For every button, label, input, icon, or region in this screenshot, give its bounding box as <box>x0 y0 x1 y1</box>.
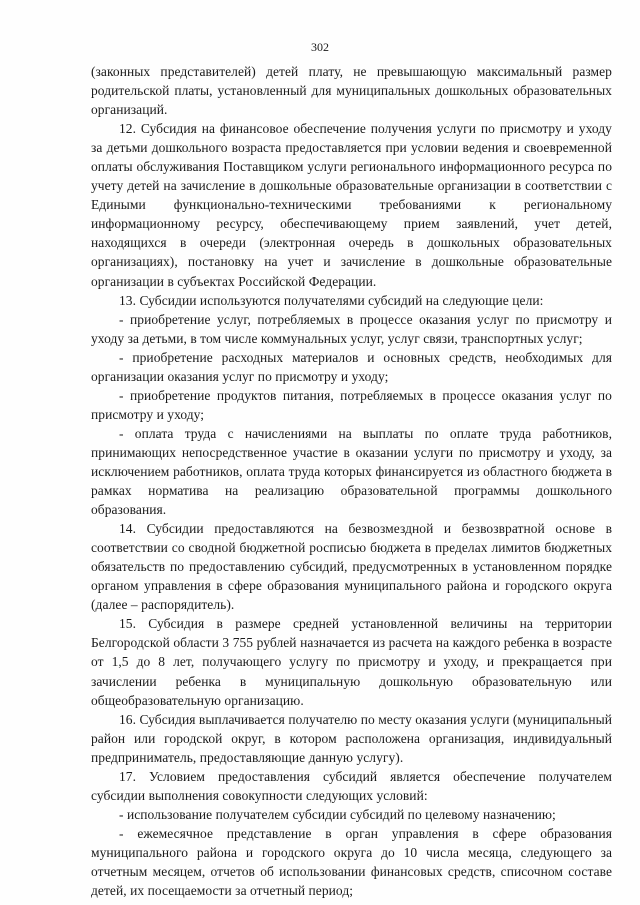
paragraph-continuation: (законных представителей) детей плату, не превышающую максимальный размер родительской платы, установленный для муниципальных дошкольных образовательных организаций. <box>91 64 612 118</box>
paragraph-clause-14: 14. Субсидии предоставляются на безвозмездной и безвозвратной основе в соответствии со сводной бюджетной росписью бюджета в пределах лимитов бюджетных обязательств по предоставлению субсидий, предусмотренных в установленном порядке органом управления в сфере образования муниципального района и городского округа (далее – распорядитель). <box>91 521 612 613</box>
paragraph-clause-13: 13. Субсидии используются получателями субсидий на следующие цели: <box>119 292 544 308</box>
list-item-materials: - приобретение расходных материалов и основных средств, необходимых для организации оказания услуг по присмотру и уходу; <box>91 349 612 384</box>
list-item-food: - приобретение продуктов питания, потребляемых в процессе оказания услуг по присмотру и уходу; <box>91 387 612 422</box>
page-number: 302 <box>311 40 329 54</box>
list-item-monthly-reports: - ежемесячное представление в орган управления в сфере образования муниципального района и городского округа до 10 числа месяца, следующего за отчетным месяцем, отчетов об использовании финансовых средств, списочном составе детей, их посещаемости за отчетный период; <box>91 825 612 899</box>
paragraph-clause-15: 15. Субсидия в размере средней установленной величины на территории Белгородской области 3 755 рублей назначается из расчета на каждого ребенка в возрасте от 1,5 до 8 лет, получающего услугу по присмотру и уходу, и прекращается при зачислении ребенка в муниципальную дошкольную образовательную или общеобразовательную организацию. <box>91 616 612 708</box>
paragraph-clause-12: 12. Субсидия на финансовое обеспечение получения услуги по присмотру и уходу за детьми дошкольного возраста предоставляется при условии ведения и своевременной оплаты обслуживания Поставщиком услуги регионального информационного ресурса по учету детей на зачисление в дошкольные образовательные организации в соответствии с Едиными функционально-техническими требованиями к региональному информационному ресурсу, обеспечивающему прием заявлений, учет детей, находящихся в очереди (электронная очередь в дошкольных образовательных организациях), постановку на учет и зачисление в дошкольные образовательные организации в субъектах Российской Федерации. <box>91 121 612 289</box>
document-body <box>91 62 612 900</box>
paragraph-clause-17: 17. Условием предоставления субсидий является обеспечение получателем субсидии выполнения совокупности следующих условий: <box>91 768 612 803</box>
paragraph-clause-16: 16. Субсидия выплачивается получателю по месту оказания услуги (муниципальный район или городской округ, в котором расположена организация, индивидуальный предприниматель, предоставляющие данную услугу). <box>91 711 612 765</box>
list-item-salaries: - оплата труда с начислениями на выплаты по оплате труда работников, принимающих непосредственное участие в оказании услуги по присмотру и уходу, за исключением работников, оплата труда которых финансируется из областного бюджета в рамках норматива на реализацию образовательной программы дошкольного образования. <box>91 425 612 518</box>
list-item-target-use: - использование получателем субсидии субсидий по целевому назначению; <box>119 806 556 822</box>
list-item-services: - приобретение услуг, потребляемых в процессе оказания услуг по присмотру и уходу за детьми, в том числе коммунальных услуг, услуг связи, транспортных услуг; <box>91 311 612 346</box>
